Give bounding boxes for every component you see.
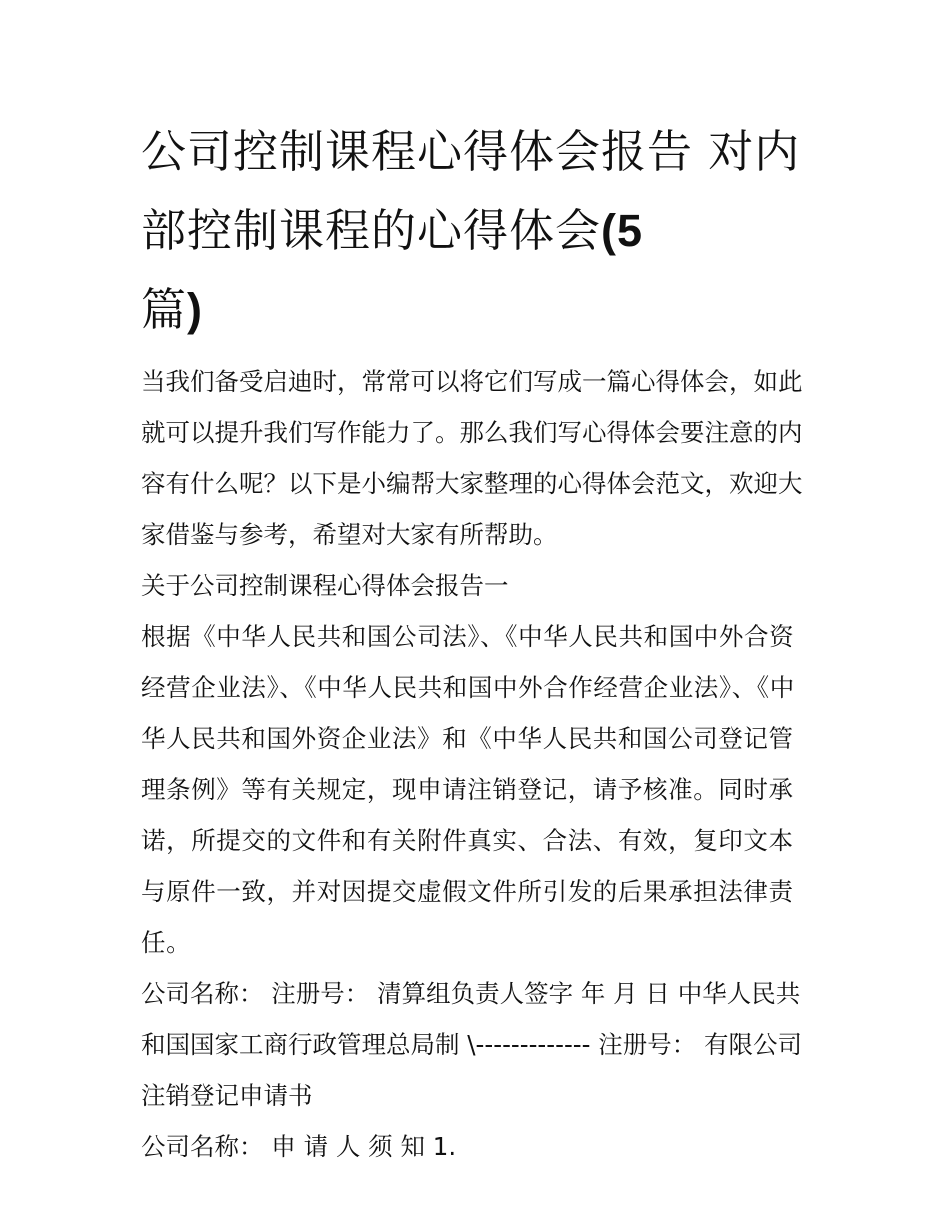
document-title xyxy=(141,112,821,349)
intro-paragraph: 当我们备受启迪时，常常可以将它们写成一篇心得体会，如此就可以提升我们写作能力了。那么我们写心得体会要注意的内容有什么呢？以下是小编帮大家整理的心得体会范文，欢迎大家借鉴与参考，希望对大家有所帮助。 xyxy=(141,367,803,549)
application-paragraph: 根据《中华人民共和国公司法》、《中华人民共和国中外合资经营企业法》、《中华人民共和国中外合作经营企业法》、《中华人民共和国外资企业法》和《中华人民共和国公司登记管理条例》等有关规定，现申请注销登记，请予核准。同时承诺，所提交的文件和有关附件真实、合法、有效，复印文本与原件一致，并对因提交虚假文件所引发的后果承担法律责任。 xyxy=(141,622,795,957)
document-title-count-unit: 篇 xyxy=(141,283,188,336)
document-title-text: 公司控制课程心得体会报告 对内部控制课程的心得体会 xyxy=(141,125,801,257)
document-title-count-close: ) xyxy=(187,284,204,335)
form-fields-paragraph: 公司名称： 注册号： 清算组负责人签字 年 月 日 中华人民共和国国家工商行政管理总局制 \------------- 注册号： 有限公司注销登记申请书 xyxy=(141,979,803,1110)
applicant-notice-paragraph: 公司名称： 申 请 人 须 知 1. xyxy=(141,1132,457,1161)
document-title-count-open: (5 xyxy=(601,205,644,256)
section-heading: 关于公司控制课程心得体会报告一 xyxy=(141,571,509,600)
document-body xyxy=(141,356,813,1172)
